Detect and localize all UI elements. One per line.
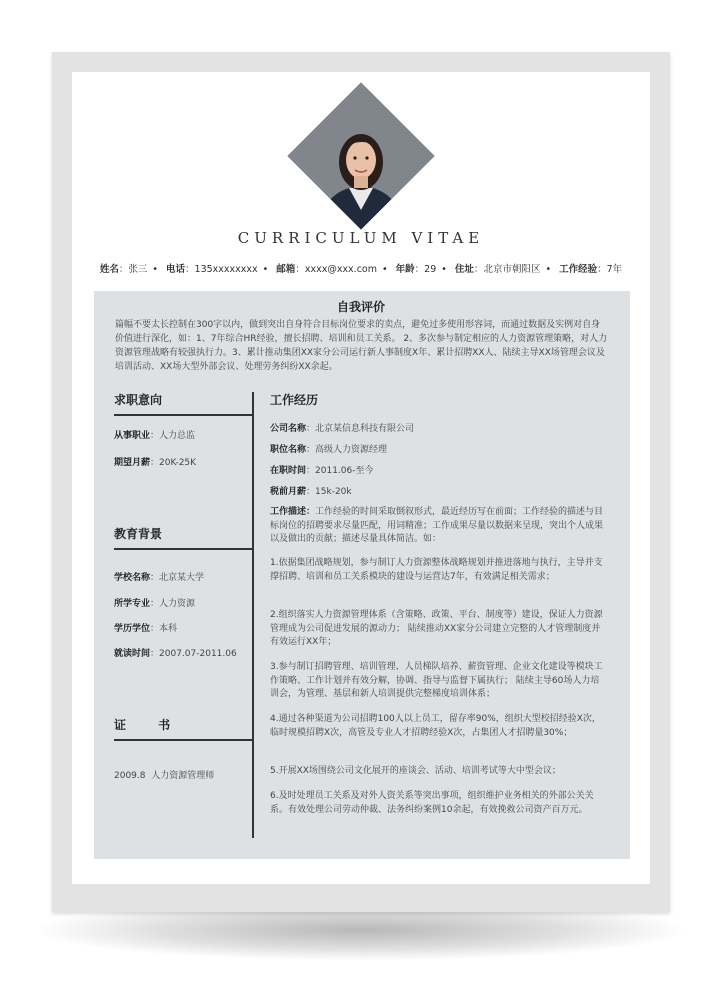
work-description <box>270 506 608 547</box>
job-intent-header <box>114 391 252 416</box>
work-point: 5.开展XX场围绕公司文化展开的座谈会、活动、培训考试等大中型会议； <box>270 766 561 776</box>
education-value: 2007.07-2011.06 <box>159 649 237 659</box>
work-item: 税前月薪：15k-20k <box>270 487 352 497</box>
phone-value: 135xxxxxxxx <box>194 264 258 275</box>
name-label: 姓名 <box>99 264 119 275</box>
address-label: 住址 <box>454 264 474 275</box>
work-label: 职位名称 <box>270 445 307 455</box>
experience-value: 7年 <box>606 264 623 275</box>
education-label: 所学专业 <box>114 599 151 609</box>
job-intent-item: 期望月薪：20K-25K <box>114 458 197 468</box>
work-item: 职位名称：高级人力资源经理 <box>270 445 388 455</box>
work-point: 3.参与制订招聘管理、培训管理、人员梯队培养、薪资管理、企业文化建设等模块工作策略、工作计划并有效分解，协调、指导与监督下属执行； 陆续主导60场人力培训会，为管理、基层和新人培训提供完整梯度培训体系； <box>270 662 603 699</box>
phone-label: 电话 <box>166 264 186 275</box>
education-item: 学历学位：本科 <box>114 624 178 634</box>
experience-label: 工作经验 <box>559 264 598 275</box>
age-label: 年龄 <box>395 264 415 275</box>
education-item: 就读时间：2007.07-2011.06 <box>114 649 237 659</box>
personal-info-line: 姓名：张三 • 电话：135xxxxxxxx • 邮箱：xxxx@xxx.com • 年龄：29 • 住址：北京市朝阳区 • 工作经验：7年 <box>99 264 623 275</box>
work-value: 北京某信息科技有限公司 <box>315 424 415 434</box>
education-label: 学校名称 <box>114 573 151 583</box>
section-rule <box>114 414 252 416</box>
education-title: 教育背景 <box>114 527 163 541</box>
self-eval-text: 篇幅不要太长控制在300字以内，做到突出自身符合目标岗位要求的卖点，避免过多使用形容词，而通过数据及实例对自身价值进行深化，如：1、7年综合HR经验，擅长招聘、培训和员工关系。 2、多次参与制定相应的人力资源管理策略，对人力资源管理战略有较强执行力。3、累计推动集团XX家分公司运行新人事制度X年、累计招聘XX人、陆续主导XX场管理会议及培训活动、XX场大型外部会议、处理劳务纠纷XX余起。 <box>115 320 608 372</box>
work-label: 公司名称 <box>270 424 307 434</box>
work-point: 1.依据集团战略规划，参与制订人力资源整体战略规划并推进落地与执行，主导并支撑招聘、培训和员工关系模块的建设与运营达7年，有效满足相关需求； <box>270 558 603 582</box>
certificates-header <box>114 716 252 741</box>
work-item: 公司名称：北京某信息科技有限公司 <box>270 424 415 434</box>
work-label: 税前月薪 <box>270 487 307 497</box>
work-item: 在职时间：2011.06-至今 <box>270 466 374 476</box>
section-rule <box>114 548 252 550</box>
certificates-title: 证 书 <box>114 718 185 732</box>
age-value: 29 <box>424 264 437 275</box>
work-value: 2011.06-至今 <box>315 466 374 476</box>
email-value: xxxx@xxx.com <box>304 264 377 275</box>
work-point: 6.及时处理员工关系及对外人资关系等突出事项，组织维护业务相关的外部公关关系。有效处理公司劳动仲裁、法务纠纷案例10余起，有效挽救公司资产百万元。 <box>270 791 594 815</box>
education-header <box>114 525 252 550</box>
certificate-item: 2009.8 人力资源管理师 <box>114 771 215 781</box>
job-intent-label: 期望月薪 <box>114 458 151 468</box>
education-item: 学校名称：北京某大学 <box>114 573 205 583</box>
name-value: 张三 <box>128 264 148 275</box>
job-intent-item: 从事职业：人力总监 <box>114 431 196 441</box>
work-description-label: 工作描述： <box>270 507 316 517</box>
address-value: 北京市朝阳区 <box>483 264 541 275</box>
column-divider <box>252 392 254 838</box>
education-label: 就读时间 <box>114 649 151 659</box>
work-point: 4.通过各种渠道为公司招聘100人以上员工，留存率90%，组织大型校招经验X次，临时规模招聘X次，高管及专业人才招聘经验X次，占集团人才招聘量30%； <box>270 714 601 738</box>
education-value: 本科 <box>159 624 178 634</box>
job-intent-title: 求职意向 <box>114 393 163 407</box>
section-rule <box>114 739 252 741</box>
work-value: 15k-20k <box>315 487 352 497</box>
self-eval-title: 自我评价 <box>336 300 385 314</box>
job-intent-label: 从事职业 <box>114 431 151 441</box>
education-value: 人力资源 <box>159 599 196 609</box>
job-intent-value: 人力总监 <box>159 431 196 441</box>
work-value: 高级人力资源经理 <box>315 445 388 455</box>
work-point: 2.组织落实人力资源管理体系（含策略、政策、平台、制度等）建设，保证人力资源管理成为公司促进发展的源动力； 陆续推动XX家分公司建立完整的人才管理制度并有效运行XX年； <box>270 610 603 647</box>
cv-title: CURRICULUM VITAE <box>237 229 485 247</box>
work-label: 在职时间 <box>270 466 307 476</box>
work-description-text: 工作经验的时间采取倒叙形式，最近经历写在前面；工作经验的描述与目标岗位的招聘要求尽量匹配，用词精准；工作成果尽量以数据来呈现，突出个人成果以及做出的贡献；描述尽量具体简洁。如： <box>270 507 604 544</box>
work-title: 工作经历 <box>270 393 319 407</box>
education-value: 北京某大学 <box>159 573 205 583</box>
job-intent-value: 20K-25K <box>159 458 197 468</box>
education-item: 所学专业：人力资源 <box>114 599 196 609</box>
email-label: 邮箱 <box>276 264 296 275</box>
education-label: 学历学位 <box>114 624 151 634</box>
